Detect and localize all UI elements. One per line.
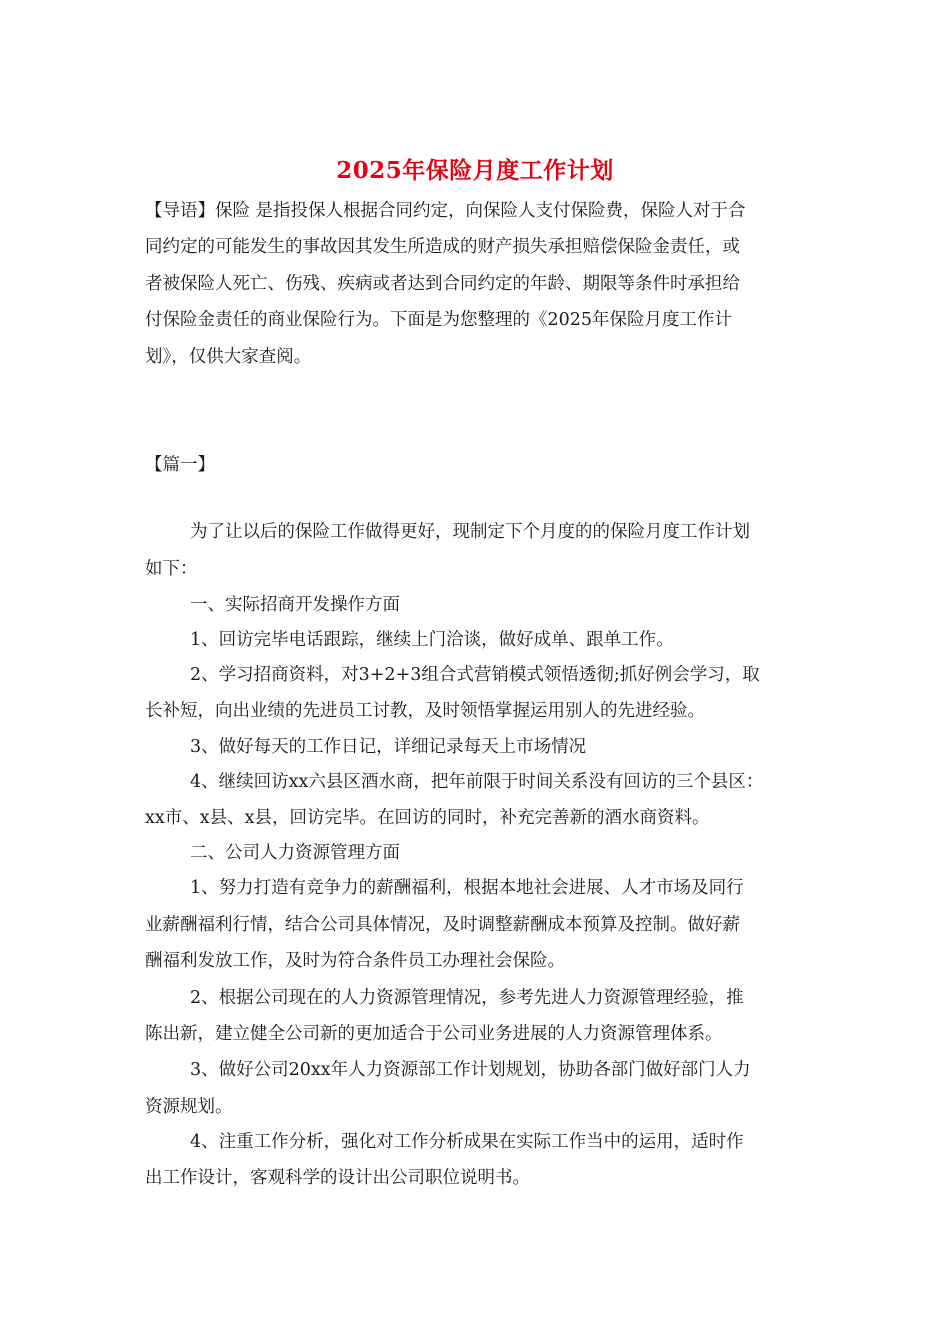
intro-line: 划》，仅供大家查阅。: [145, 347, 312, 367]
body-line: 资源规划。: [145, 1097, 233, 1117]
intro-line: 【导语】保险 是指投保人根据合同约定，向保险人支付保险费，保险人对于合: [145, 201, 746, 221]
section-heading: 【篇一】: [145, 455, 215, 475]
body-line: 2、学习招商资料，对3+2+3组合式营销模式领悟透彻;抓好例会学习，取: [190, 665, 760, 685]
document-title: 2025年保险月度工作计划: [336, 157, 614, 184]
body-line: 1、努力打造有竞争力的薪酬福利，根据本地社会进展、人才市场及同行: [190, 878, 744, 898]
body-line: 陈出新，建立健全公司新的更加适合于公司业务进展的人力资源管理体系。: [145, 1024, 723, 1044]
body-line: 长补短，向出业绩的先进员工讨教，及时领悟掌握运用别人的先进经验。: [145, 701, 705, 721]
body-line: xx市、x县、x县，回访完毕。在回访的同时，补充完善新的酒水商资料。: [145, 808, 710, 828]
body-line: 为了让以后的保险工作做得更好，现制定下个月度的的保险月度工作计划: [190, 522, 750, 542]
body-line: 1、回访完毕电话跟踪，继续上门洽谈，做好成单、跟单工作。: [190, 630, 674, 650]
body-line: 出工作设计，客观科学的设计出公司职位说明书。: [145, 1168, 530, 1188]
body-line: 如下：: [145, 559, 198, 579]
body-line: 业薪酬福利行情，结合公司具体情况，及时调整薪酬成本预算及控制。做好薪: [145, 915, 740, 935]
subheading: 一、实际招商开发操作方面: [190, 595, 400, 615]
intro-line: 同约定的可能发生的事故因其发生所造成的财产损失承担赔偿保险金责任，或: [145, 237, 740, 257]
body-line: 3、做好每天的工作日记，详细记录每天上市场情况: [190, 737, 587, 757]
body-line: 3、做好公司20xx年人力资源部工作计划规划，协助各部门做好部门人力: [190, 1060, 751, 1080]
body-line: 4、继续回访xx六县区酒水商，把年前限于时间关系没有回访的三个县区：: [190, 772, 764, 792]
body-line: 酬福利发放工作，及时为符合条件员工办理社会保险。: [145, 951, 565, 971]
body-line: 2、根据公司现在的人力资源管理情况，参考先进人力资源管理经验，推: [190, 988, 744, 1008]
body-line: 4、注重工作分析，强化对工作分析成果在实际工作当中的运用，适时作: [190, 1132, 744, 1152]
subheading: 二、公司人力资源管理方面: [190, 843, 400, 863]
intro-line: 付保险金责任的商业保险行为。下面是为您整理的《2025年保险月度工作计: [145, 310, 733, 330]
intro-line: 者被保险人死亡、伤残、疾病或者达到合同约定的年龄、期限等条件时承担给: [145, 274, 740, 294]
